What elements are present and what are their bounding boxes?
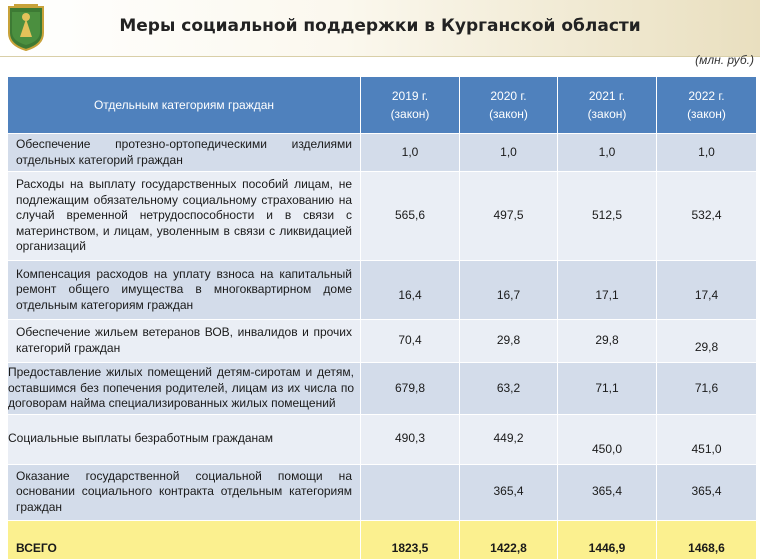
row-value — [361, 464, 460, 520]
row-value: 63,2 — [460, 363, 558, 415]
total-value: 1823,5 — [361, 520, 460, 559]
year-column-header: 2021 г. (закон) — [558, 77, 657, 134]
year-column-header: 2022 г. (закон) — [657, 77, 757, 134]
row-value: 17,1 — [558, 261, 657, 320]
table-row — [8, 172, 757, 261]
row-value: 71,6 — [657, 363, 757, 415]
row-value: 16,4 — [361, 261, 460, 320]
row-value: 365,4 — [460, 464, 558, 520]
total-label: ВСЕГО — [8, 520, 361, 559]
row-value: 29,8 — [460, 320, 558, 363]
year-column-header: 2020 г. (закон) — [460, 77, 558, 134]
row-label: Обеспечение протезно-ортопедическими изделиями отдельных категорий граждан — [8, 134, 361, 172]
row-value: 365,4 — [657, 464, 757, 520]
total-value: 1468,6 — [657, 520, 757, 559]
row-label: Предоставление жилых помещений детям-сиротам и детям, оставшимся без попечения родителей, лицам из их числа по договорам найма специализированных жилых помещений — [8, 363, 361, 415]
row-value: 565,6 — [361, 172, 460, 261]
row-value: 679,8 — [361, 363, 460, 415]
table-row — [8, 414, 757, 464]
row-value: 17,4 — [657, 261, 757, 320]
table-row — [8, 134, 757, 172]
total-row — [8, 520, 757, 559]
row-value: 449,2 — [460, 414, 558, 464]
row-value: 1,0 — [657, 134, 757, 172]
title-banner — [0, 0, 760, 57]
row-label: Оказание государственной социальной помощи на основании социального контракта отдельным категориям граждан — [8, 464, 361, 520]
row-value: 450,0 — [558, 414, 657, 464]
row-value: 1,0 — [460, 134, 558, 172]
year-column-header: 2019 г. (закон) — [361, 77, 460, 134]
row-label: Компенсация расходов на уплату взноса на капитальный ремонт общего имущества в многоквартирном доме отдельным категориям граждан — [8, 261, 361, 320]
row-value: 71,1 — [558, 363, 657, 415]
row-value: 365,4 — [558, 464, 657, 520]
row-value: 29,8 — [657, 320, 757, 363]
units-note: (млн. руб.) — [695, 53, 754, 67]
row-value: 497,5 — [460, 172, 558, 261]
category-column-header: Отдельным категориям граждан — [8, 77, 361, 134]
row-value: 490,3 — [361, 414, 460, 464]
row-value: 1,0 — [558, 134, 657, 172]
row-label: Расходы на выплату государственных пособий лицам, не подлежащим обязательному социальному страхованию на случай временной нетрудоспособности и в связи с материнством, и лицам, уволенным в связи с ликвидацией организаций — [8, 172, 361, 261]
row-value: 512,5 — [558, 172, 657, 261]
table-row — [8, 320, 757, 363]
table-row — [8, 261, 757, 320]
total-value: 1446,9 — [558, 520, 657, 559]
row-value: 451,0 — [657, 414, 757, 464]
table-row — [8, 464, 757, 520]
row-value: 29,8 — [558, 320, 657, 363]
table-row — [8, 363, 757, 415]
row-value: 532,4 — [657, 172, 757, 261]
row-value: 1,0 — [361, 134, 460, 172]
row-label: Обеспечение жильем ветеранов ВОВ, инвалидов и прочих категорий граждан — [8, 320, 361, 363]
total-value: 1422,8 — [460, 520, 558, 559]
row-value: 70,4 — [361, 320, 460, 363]
support-measures-table — [7, 76, 757, 560]
row-label: Социальные выплаты безработным гражданам — [8, 414, 361, 464]
row-value: 16,7 — [460, 261, 558, 320]
table-header-row — [8, 77, 757, 134]
page-title: Меры социальной поддержки в Курганской области — [119, 16, 641, 36]
